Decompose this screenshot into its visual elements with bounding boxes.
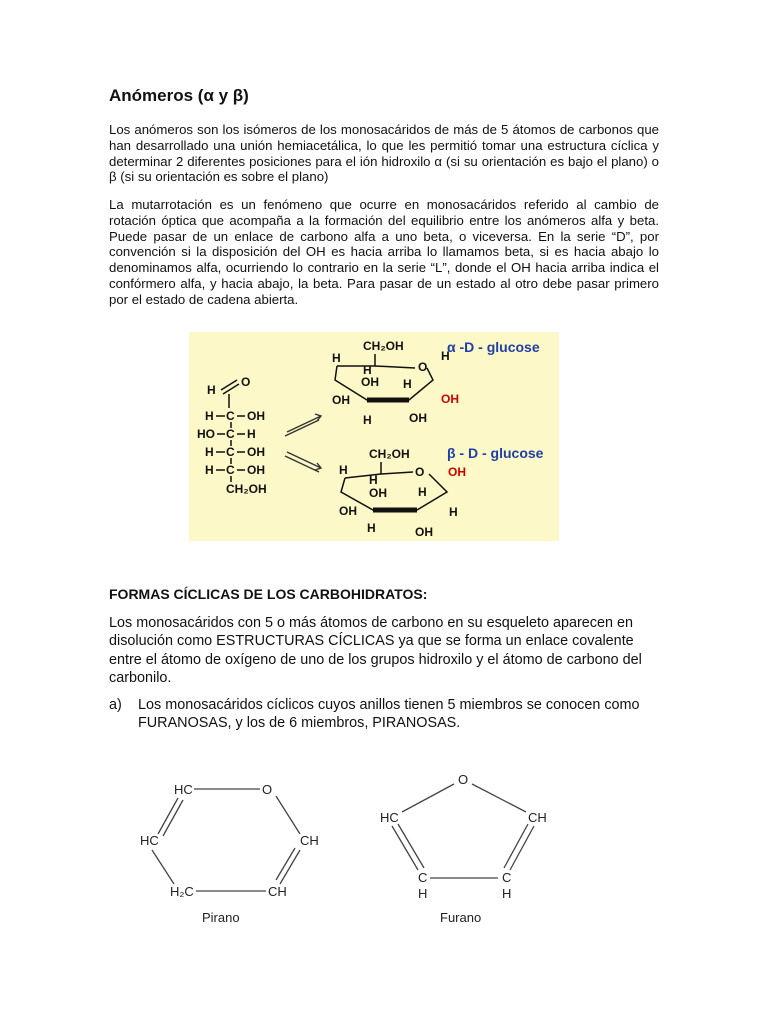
furan-label: O <box>458 772 469 787</box>
furan-label: H <box>502 886 512 901</box>
pyran-structure <box>140 782 319 925</box>
ring-label: H <box>403 377 412 391</box>
chain-label: C <box>226 427 235 441</box>
chain-label: C <box>226 463 235 477</box>
glucose-anomers-figure <box>189 332 559 541</box>
pyran-label: O <box>262 782 273 797</box>
pyran-label: H₂C <box>170 884 194 899</box>
furan-label: H <box>418 886 428 901</box>
paragraph-formas-ciclicas: Los monosacáridos con 5 o más átomos de carbono en su esqueleto aparecen en disolución como ESTRUCTURAS CÍCLICAS ya que se forma un enlace covalente entre el átomo de oxígeno de uno de los grupos hidroxilo y el átomo de carbono del carbonilo. <box>109 615 642 687</box>
ring-label: H <box>418 485 427 499</box>
ring-label: O <box>418 360 428 374</box>
ring-label: H <box>363 363 372 377</box>
paragraph-mutarrotacion: La mutarrotación es un fenómeno que ocurre en monosacáridos referido al cambio de rotación óptica que acompaña a la formación del equilibrio entre los anómeros alfa y beta. Puede pasar de un enlace de carbono alfa a uno beta, o viceversa. En la serie “D”, por convención si la disposición del OH es hacia arriba lo llamamos beta, si es hacia abajo lo denominamos alfa, ocurriendo lo contrario en la serie “L”, donde el OH hacia arriba indica el confórmero alfa, y hacia abajo, la beta. Para pasar de un estado al otro debe pasar primero por el estado de cadena abierta. <box>109 197 659 307</box>
pyran-label: HC <box>174 782 193 797</box>
chain-label: OH <box>247 445 265 459</box>
chain-label: H <box>247 427 256 441</box>
ring-label: OH <box>369 486 387 500</box>
pyran-label: HC <box>140 833 159 848</box>
furan-label: HC <box>380 810 399 825</box>
chain-label: C <box>226 409 235 423</box>
furan-label: C <box>418 870 428 885</box>
ring-label: H <box>332 351 341 365</box>
alpha-glucose-title: α -D - glucose <box>447 339 540 355</box>
ring-label: OH <box>339 504 357 518</box>
chain-label: H <box>205 445 214 459</box>
ring-label: H <box>367 521 376 535</box>
furan-structure <box>380 772 547 925</box>
section-heading-formas-ciclicas: FORMAS CÍCLICAS DE LOS CARBOHIDRATOS: <box>109 586 428 602</box>
ring-label: H <box>441 349 450 363</box>
pyran-caption: Pirano <box>202 910 240 925</box>
ring-label: CH₂OH <box>363 339 404 353</box>
list-marker: a) <box>109 697 122 713</box>
ring-label: OH <box>332 393 350 407</box>
ring-label: H <box>369 473 378 487</box>
chain-label: OH <box>247 463 265 477</box>
ring-label: H <box>449 505 458 519</box>
ring-label: OH <box>415 525 433 539</box>
alpha-oh-red: OH <box>441 392 459 406</box>
chain-label: H <box>205 463 214 477</box>
ring-label: O <box>415 465 425 479</box>
beta-oh-red: OH <box>448 465 466 479</box>
heading-anomeros: Anómeros (α y β) <box>109 86 249 105</box>
list-item-text: Los monosacáridos cíclicos cuyos anillos tienen 5 miembros se conocen como FURANOSAS, y los de 6 miembros, PIRANOSAS. <box>138 697 640 732</box>
chain-label: H <box>207 383 216 397</box>
chain-label: CH₂OH <box>226 482 267 496</box>
ring-label: H <box>363 413 372 427</box>
pyran-furan-figure <box>128 756 548 946</box>
chain-label: HO <box>197 427 215 441</box>
pyran-label: CH <box>268 884 287 899</box>
furan-label: CH <box>528 810 547 825</box>
beta-glucose-title: β - D - glucose <box>447 445 544 461</box>
pyran-label: CH <box>300 833 319 848</box>
ring-label: OH <box>361 375 379 389</box>
paragraph-anomeros: Los anómeros son los isómeros de los monosacáridos de más de 5 átomos de carbonos que han desarrollado una unión hemiacetálica, lo que les permitió tomar una estructura cíclica y determinar 2 diferentes posiciones para el ión hidroxilo α (si su orientación es bajo el plano) o β (si su orientación es sobre el plano) <box>109 122 659 185</box>
chain-label: H <box>205 409 214 423</box>
furan-label: C <box>502 870 512 885</box>
ring-label: H <box>339 463 348 477</box>
ring-label: OH <box>409 411 427 425</box>
ring-label: CH₂OH <box>369 447 410 461</box>
chain-label: C <box>226 445 235 459</box>
furan-caption: Furano <box>440 910 482 925</box>
chain-label: OH <box>247 409 265 423</box>
chain-label: O <box>241 375 251 389</box>
